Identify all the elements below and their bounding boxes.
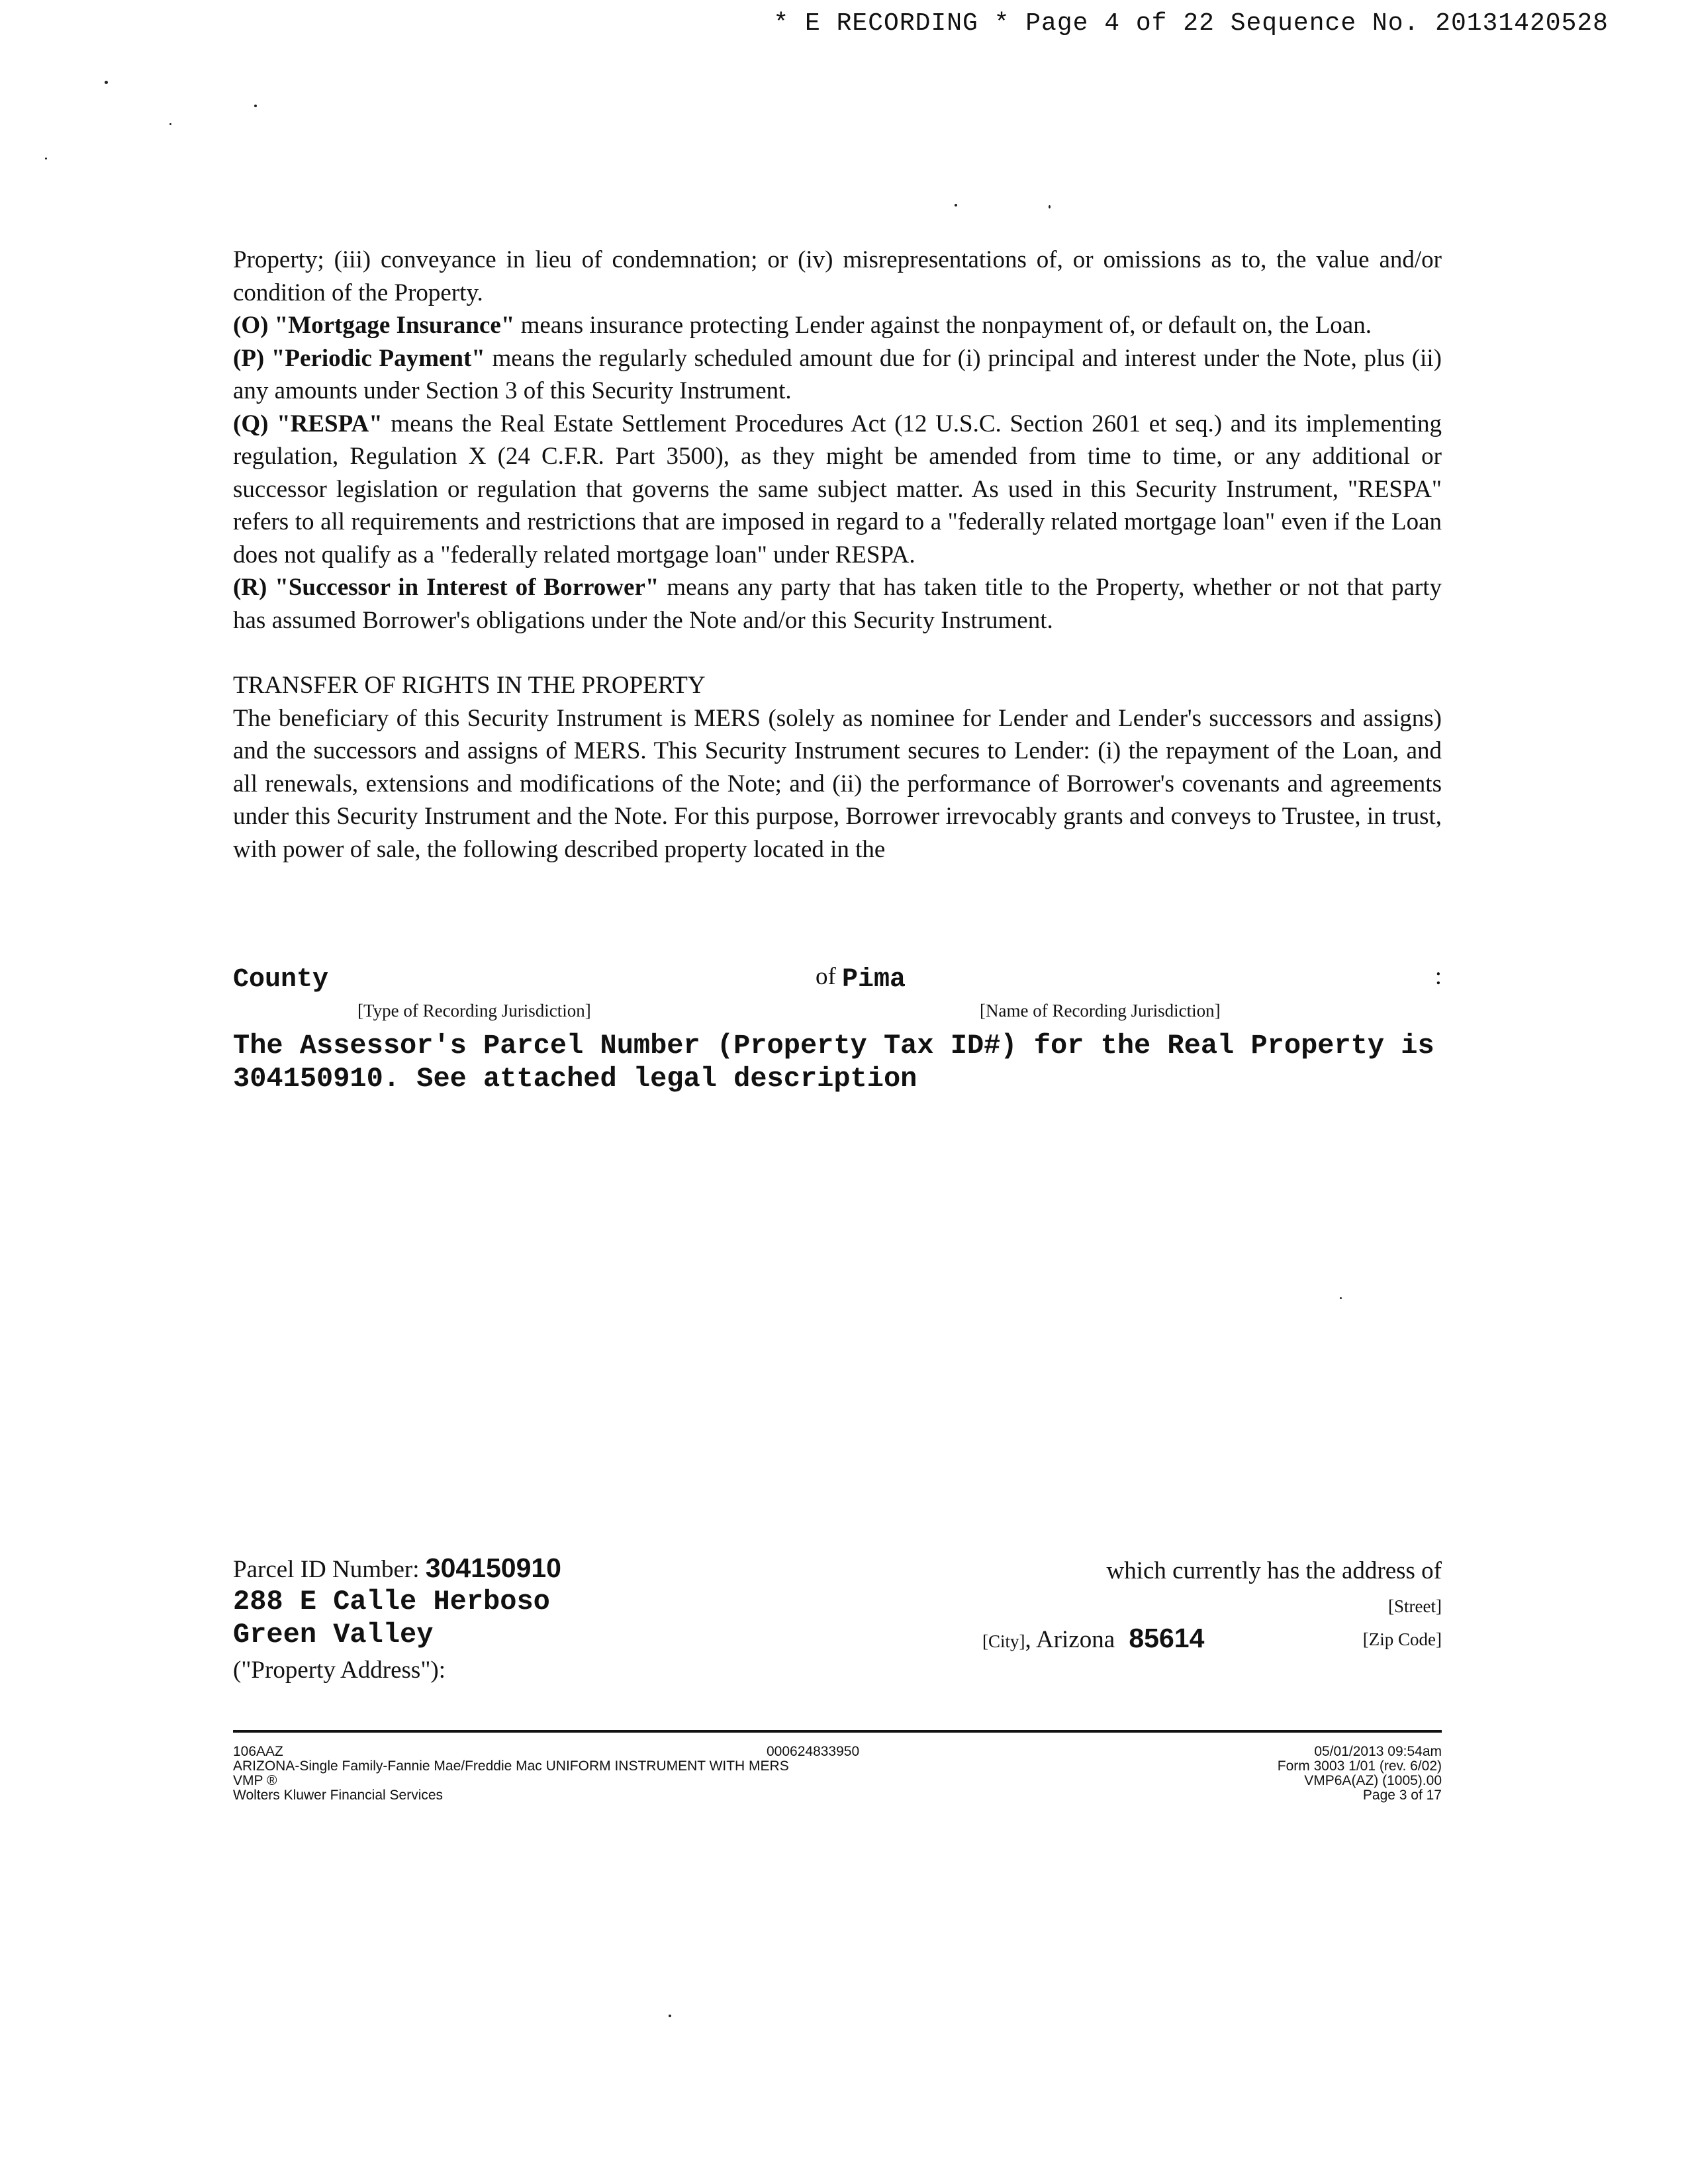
footer-line: 05/01/2013 09:54am	[1314, 1744, 1442, 1759]
current-address-text: which currently has the address of	[1106, 1557, 1442, 1584]
footer-line: Wolters Kluwer Financial Services	[233, 1788, 444, 1803]
city-state-zip	[982, 1623, 1204, 1654]
definition-text: means any party that has taken title to the Property, whether or not that party has assumed Borrower's obligations under the Note and/or this Security Instrument.	[233, 574, 1442, 634]
scan-speck	[1049, 205, 1051, 208]
scan-speck	[669, 2015, 671, 2017]
scan-speck	[169, 123, 171, 125]
loan-number: 000624833950	[767, 1744, 860, 1759]
city-value: Green Valley	[233, 1619, 434, 1651]
definition-label: (P) "Periodic Payment"	[233, 344, 485, 372]
jurisdiction-type-label: [Type of Recording Jurisdiction]	[357, 1001, 591, 1021]
colon: :	[1434, 963, 1442, 990]
jurisdiction-name-label: [Name of Recording Jurisdiction]	[980, 1001, 1221, 1021]
definition-label: (O) "Mortgage Insurance"	[233, 312, 515, 339]
footer-line: Form 3003 1/01 (rev. 6/02)	[1277, 1758, 1442, 1774]
footer-line: VMP6A(AZ) (1005).00	[1304, 1773, 1442, 1788]
scan-speck	[105, 81, 108, 84]
jurisdiction-name: Pima	[842, 965, 906, 995]
jurisdiction-type: County	[233, 965, 329, 995]
footer-page-info	[1278, 1745, 1442, 1803]
scan-speck	[955, 204, 957, 206]
street-value: 288 E Calle Herboso	[233, 1586, 550, 1617]
recording-header: * E RECORDING * Page 4 of 22 Sequence No. 20131420528	[773, 9, 1609, 38]
definition-mortgage-insurance	[233, 309, 1442, 342]
parcel-label: Parcel ID Number:	[233, 1556, 420, 1583]
definition-text: means the regularly scheduled amount due for (i) principal and interest under the Note, plus (ii) any amounts under Section 3 of this Security Instrument.	[233, 344, 1442, 404]
document-body	[233, 244, 1442, 866]
property-address-label: ("Property Address"):	[233, 1657, 446, 1684]
zip-value: 85614	[1129, 1623, 1205, 1653]
footer-line: ARIZONA-Single Family-Fannie Mae/Freddie Mac UNIFORM INSTRUMENT WITH MERS	[233, 1758, 789, 1774]
definition-intro: Property; (iii) conveyance in lieu of condemnation; or (iv) misrepresentations of, or omissions as to, the value and/or condition of the Property.	[233, 246, 1442, 306]
definition-text: means the Real Estate Settlement Procedures Act (12 U.S.C. Section 2601 et seq.) and its implementing regulation, Regulation X (24 C.F.R. Part 3500), as they might be amended from time to time, or any additional or successor legislation or regulation that governs the same subject matter. As used in this Security Instrument, "RESPA" refers to all requirements and restrictions that are imposed in regard to a "federally related mortgage loan" even if the Loan does not qualify as a "federally related mortgage loan" under RESPA.	[233, 410, 1442, 569]
state-value: , Arizona	[1025, 1626, 1115, 1653]
street-label: [Street]	[1388, 1596, 1442, 1616]
scan-speck	[45, 158, 47, 159]
scan-speck	[254, 105, 257, 107]
definition-successor	[233, 571, 1442, 637]
zip-label: [Zip Code]	[1362, 1629, 1442, 1649]
definition-respa	[233, 408, 1442, 572]
footer-rule	[233, 1730, 1442, 1733]
jurisdiction-row	[233, 962, 1442, 997]
footer-line: Page 3 of 17	[1362, 1788, 1442, 1803]
legal-line-1: The Assessor's Parcel Number (Property Tax ID#) for the Real Property is	[233, 1030, 1434, 1062]
city-label: [City]	[982, 1631, 1025, 1651]
footer-form-info	[233, 1745, 789, 1803]
footer-line: VMP ®	[233, 1773, 277, 1788]
parcel-value: 304150910	[425, 1553, 561, 1583]
definition-text: means insurance protecting Lender against the nonpayment of, or default on, the Loan.	[514, 312, 1372, 339]
definition-periodic-payment	[233, 342, 1442, 408]
footer-line: 106AAZ	[233, 1744, 283, 1759]
section-title: TRANSFER OF RIGHTS IN THE PROPERTY	[233, 672, 706, 699]
definition-label: (R) "Successor in Interest of Borrower"	[233, 574, 659, 601]
legal-line-2: 304150910. See attached legal description	[233, 1063, 917, 1095]
transfer-paragraph: The beneficiary of this Security Instrument is MERS (solely as nominee for Lender and Lender's successors and assigns) and the successors and assigns of MERS. This Security Instrument secures to Lender: (i) the repayment of the Loan, and all renewals, extensions and modifications of the Note; and (ii) the performance of Borrower's covenants and agreements under this Security Instrument and the Note. For this purpose, Borrower irrevocably grants and conveys to Trustee, in trust, with power of sale, the following described property located in the	[233, 704, 1442, 863]
scan-speck	[1340, 1297, 1342, 1299]
parcel-id	[233, 1553, 561, 1584]
legal-description	[233, 1029, 1464, 1095]
of-word: of	[816, 963, 836, 990]
definition-label: (Q) "RESPA"	[233, 410, 383, 437]
